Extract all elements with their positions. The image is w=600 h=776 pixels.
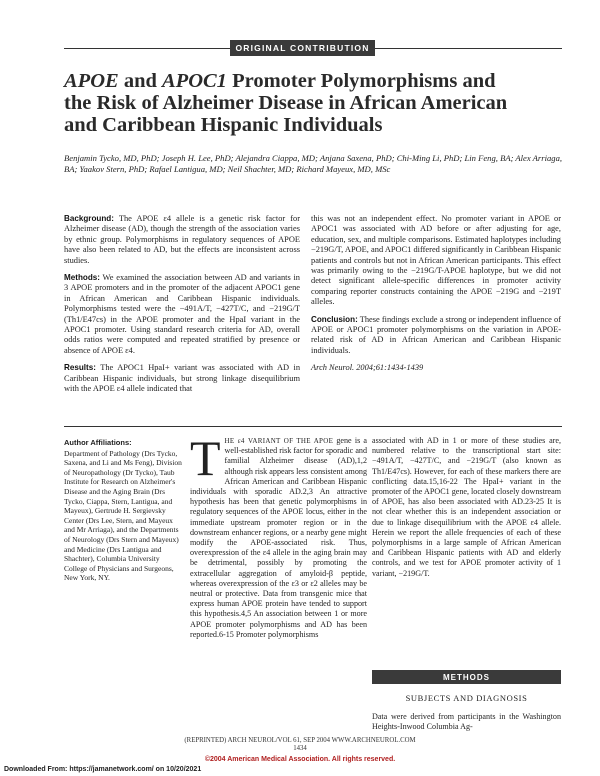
title-gene-apoe: APOE bbox=[64, 70, 119, 92]
title-line1-rest: Promoter Polymorphisms and bbox=[226, 70, 496, 92]
abstract-bottom-rule bbox=[64, 426, 562, 427]
title-and: and bbox=[123, 70, 157, 92]
section-banner: ORIGINAL CONTRIBUTION bbox=[230, 40, 375, 56]
abstract-left-column bbox=[64, 214, 300, 402]
subjects-heading: SUBJECTS AND DIAGNOSIS bbox=[405, 693, 528, 703]
abstract-conclusion bbox=[311, 315, 561, 357]
abstract-methods bbox=[64, 273, 300, 356]
author-list: Benjamin Tycko, MD, PhD; Joseph H. Lee, PhD; Alejandra Ciappa, MD; Anjana Saxena, PhD; Chi-Ming Li, PhD; Lin Feng, BA; Alex Arriaga, BA; Yaakov Stern, PhD; Rafael Lantigua, MD; Neil Shachter, MD; Richard Mayeux, MD, MSc bbox=[64, 153, 563, 174]
abstract-results bbox=[64, 363, 300, 394]
title-line3: and Caribbean Hispanic Individuals bbox=[64, 114, 383, 136]
citation: Arch Neurol. 2004;61:1434-1439 bbox=[311, 363, 424, 373]
article-title bbox=[64, 70, 564, 136]
results-label: Results: bbox=[64, 363, 96, 373]
affiliations-text: Department of Pathology (Drs Tycko, Saxena, and Li and Ms Feng), Division of Neuropathology (Dr Tycko), Taub Institute for Research on Alzheimer's Disease and the Aging Brain (Drs Tycko, Ciappa, Stern, Lantigua, and Mayeux), Gertrude H. Sergievsky Center (Drs Lee, Stern, and Mayeux and Mr Arriaga), and the Departments of Neurology (Drs Stern and Mayeux) and Medicine (Drs Lantigua and Shachter), Columbia University College of Physicians and Surgeons, New York, NY. bbox=[64, 448, 182, 583]
copyright-notice: ©2004 American Medical Association. All rights reserved. bbox=[204, 756, 396, 763]
abstract-right-column bbox=[311, 214, 561, 381]
intro-continued: associated with AD in 1 or more of these studies are, numbered relative to the transcriptional start site: −491A/T, −427T/C, and −219G/T (also known as Th1/E47cs). However, for each of these markers there are conflicting data.15,16-22 The HpaI+ variant in the promoter of the APOC1 gene, located closely downstream of APOE, has also been associated with AD.23-25 It is not clear whether this is an independent association or due to linkage disequilibrium with the APOE ε4 allele. Herein we report the allele frequencies of each of these polymorphisms in a large sample of African American and Caribbean Hispanic patients with AD and elderly controls, and we test for APOE promoter activity of 1 variant, −219G/T. bbox=[372, 436, 561, 578]
body-column-2 bbox=[190, 430, 367, 640]
page-number: 1434 bbox=[293, 745, 307, 752]
methods-heading: METHODS bbox=[372, 670, 561, 684]
intro-text: gene is a well-established risk factor for sporadic and familial Alzheimer disease (AD),1,2 although risk appears less consistent among African American and Caribbean Hispanic individuals with sporadic AD.2,3 An attractive hypothesis has been that genetic polymorphisms in regulatory sequences of the APOE locus, either in the immediate upstream promoter region or in the downstream enhancer regions, or a nearby gene might modify the APOE-associated risk. Thus, overexpression of the ε4 allele in the aging brain may be detrimental, possibly by promoting the extracellular aggregation of amyloid-β peptide, whereas overexpression of the ε3 or ε2 alleles may be neutral or protective. Data from transgenic mice that express human APOE protein have tended to support this hypothesis.4,5 An association between 1 or more APOE promoter polymorphisms and AD has been reported.6-15 Promoter polymorphisms bbox=[190, 436, 367, 639]
abstract-background bbox=[64, 214, 300, 266]
methods-label: Methods: bbox=[64, 273, 100, 283]
subjects-text: Data were derived from participants in the Washington Heights-Inwood Columbia Ag- bbox=[372, 712, 561, 732]
download-notice: Downloaded From: https://jamanetwork.com/ on 10/20/2021 bbox=[4, 766, 202, 773]
drop-cap: T bbox=[190, 430, 221, 486]
title-line2: the Risk of Alzheimer Disease in African American bbox=[64, 92, 508, 114]
author-affiliations bbox=[64, 438, 182, 583]
journal-footer: (REPRINTED) ARCH NEUROL/VOL 61, SEP 2004 WWW.ARCHNEUROL.COM bbox=[184, 737, 416, 744]
title-gene-apoc1: APOC1 bbox=[162, 70, 227, 92]
conclusion-text: These findings exclude a strong or independent influence of APOE or APOC1 promoter polymorphisms on the variation in APOE-related risk of AD in African American and Caribbean Hispanic individuals. bbox=[311, 314, 561, 355]
background-label: Background: bbox=[64, 214, 114, 223]
results-continued: this was not an independent effect. No promoter variant in APOE or APOC1 was associated with AD before or after adjusting for age, education, sex, and multiple comparisons. Estimated haplotypes including −219G/T, APOE, and APOC1 differed significantly in Caribbean Hispanic patients and controls but not in African American participants. This effect was primarily owing to the −219G/T-APOE haplotype, but we did not detect significant allele-specific differences in promoter activity comparing reporter constructs containing the APOE −219G and −219T alleles. bbox=[311, 214, 561, 307]
affiliations-heading: Author Affiliations: bbox=[64, 438, 132, 447]
methods-text: We examined the association between AD and variants in 3 APOE promoters and in the promoter of the adjacent APOC1 gene in African American and Caribbean Hispanic individuals. Polymorphisms tested were the −491A/T, −427T/C, and −219G/T (Th1/E47cs) in the APOE promoter and the HpaI variant in the APOC1 promoter. Using standard research criteria for AD, overall odds ratios were computed and repeated stratified by presence or absence of APOE ε4. bbox=[64, 273, 300, 355]
background-text: The APOE ε4 allele is a genetic risk factor for Alzheimer disease (AD), though the strength of the association varies by ethnic group. Polymorphisms in regulatory sequences of APOE have also been related to AD, but the effects are inconsistent across studies. bbox=[64, 214, 300, 265]
results-text: The APOC1 HpaI+ variant was associated with AD in Caribbean Hispanic individuals, but strong linkage disequilibrium with the APOE ε4 allele indicated that bbox=[64, 363, 301, 394]
lead-in: HE ε4 VARIANT OF THE APOE bbox=[224, 437, 334, 445]
body-column-3 bbox=[372, 436, 561, 579]
conclusion-label: Conclusion: bbox=[311, 314, 358, 324]
